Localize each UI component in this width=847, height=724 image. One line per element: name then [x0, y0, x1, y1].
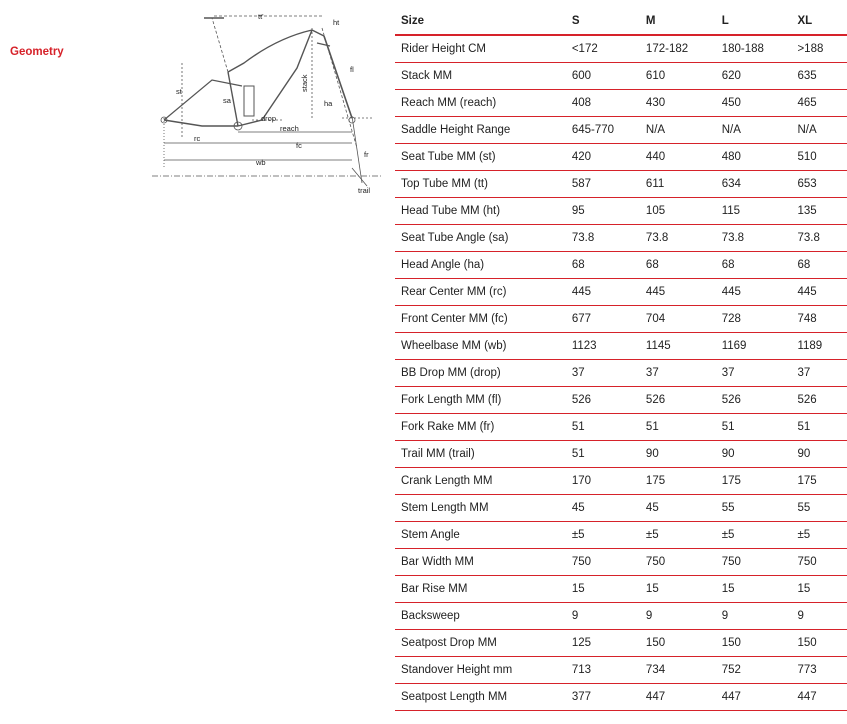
cell-label: Standover Height mm [395, 657, 566, 684]
table-row [395, 252, 847, 279]
table-row [395, 35, 847, 63]
table-row [395, 144, 847, 171]
cell-s: 408 [566, 90, 640, 117]
cell-s: 377 [566, 684, 640, 711]
cell-xl: 635 [791, 63, 847, 90]
table-row [395, 684, 847, 711]
cell-label: Crank Length MM [395, 468, 566, 495]
cell-xl: 55 [791, 495, 847, 522]
header-l: L [716, 8, 792, 35]
cell-xl: 90 [791, 441, 847, 468]
table-row [395, 279, 847, 306]
table-row [395, 495, 847, 522]
table-row [395, 657, 847, 684]
cell-xl: 447 [791, 684, 847, 711]
diagram-label-wb: wb [256, 158, 266, 167]
cell-label: Seat Tube Angle (sa) [395, 225, 566, 252]
cell-l: 450 [716, 90, 792, 117]
cell-l: 68 [716, 252, 792, 279]
cell-s: 73.8 [566, 225, 640, 252]
cell-l: 447 [716, 684, 792, 711]
header-m: M [640, 8, 716, 35]
cell-s: 600 [566, 63, 640, 90]
cell-label: Fork Length MM (fl) [395, 387, 566, 414]
table-row [395, 468, 847, 495]
cell-xl: ±5 [791, 522, 847, 549]
cell-m: 15 [640, 576, 716, 603]
table-row [395, 171, 847, 198]
cell-l: 750 [716, 549, 792, 576]
cell-s: 95 [566, 198, 640, 225]
table-body [395, 35, 847, 711]
cell-m: 150 [640, 630, 716, 657]
diagram-label-drop: drop [261, 114, 277, 123]
table-header-row [395, 8, 847, 35]
table-row [395, 387, 847, 414]
header-xl: XL [791, 8, 847, 35]
cell-l: ±5 [716, 522, 792, 549]
cell-label: Bar Width MM [395, 549, 566, 576]
cell-m: 73.8 [640, 225, 716, 252]
cell-l: 1169 [716, 333, 792, 360]
cell-s: 587 [566, 171, 640, 198]
cell-l: 90 [716, 441, 792, 468]
cell-l: 728 [716, 306, 792, 333]
table-row [395, 630, 847, 657]
table-row [395, 576, 847, 603]
cell-s: 677 [566, 306, 640, 333]
cell-s: 1123 [566, 333, 640, 360]
cell-m: 68 [640, 252, 716, 279]
cell-s: 9 [566, 603, 640, 630]
diagram-label-sa: sa [223, 96, 231, 105]
geometry-table [395, 8, 847, 711]
cell-m: 610 [640, 63, 716, 90]
cell-xl: 9 [791, 603, 847, 630]
table-row [395, 90, 847, 117]
cell-m: 611 [640, 171, 716, 198]
cell-label: Saddle Height Range [395, 117, 566, 144]
diagram-label-tt: tt' [258, 12, 264, 21]
cell-xl: 37 [791, 360, 847, 387]
cell-m: 105 [640, 198, 716, 225]
diagram-label-rc: rc [194, 134, 201, 143]
cell-m: 172-182 [640, 35, 716, 63]
table-row [395, 441, 847, 468]
cell-xl: 653 [791, 171, 847, 198]
diagram-label-fl: fl [350, 65, 354, 74]
cell-s: 37 [566, 360, 640, 387]
cell-l: 9 [716, 603, 792, 630]
table-row [395, 333, 847, 360]
cell-label: Backsweep [395, 603, 566, 630]
cell-xl: 748 [791, 306, 847, 333]
cell-m: 1145 [640, 333, 716, 360]
cell-xl: 465 [791, 90, 847, 117]
table-row [395, 63, 847, 90]
geometry-title: Geometry [10, 46, 64, 58]
cell-l: 634 [716, 171, 792, 198]
cell-label: Stack MM [395, 63, 566, 90]
table-row [395, 360, 847, 387]
cell-label: Bar Rise MM [395, 576, 566, 603]
cell-l: 445 [716, 279, 792, 306]
cell-label: Head Angle (ha) [395, 252, 566, 279]
cell-l: 480 [716, 144, 792, 171]
cell-m: 90 [640, 441, 716, 468]
table-row [395, 306, 847, 333]
table-row [395, 414, 847, 441]
diagram-label-trail: trail [358, 186, 371, 195]
cell-l: 752 [716, 657, 792, 684]
table-row [395, 603, 847, 630]
diagram-label-fc: fc [296, 141, 302, 150]
cell-s: 68 [566, 252, 640, 279]
cell-xl: >188 [791, 35, 847, 63]
cell-label: Seat Tube MM (st) [395, 144, 566, 171]
cell-l: 55 [716, 495, 792, 522]
cell-l: 620 [716, 63, 792, 90]
bike-geometry-diagram [152, 8, 384, 198]
cell-label: Seatpost Drop MM [395, 630, 566, 657]
diagram-label-stack: stack [300, 74, 309, 92]
cell-m: ±5 [640, 522, 716, 549]
cell-xl: 1189 [791, 333, 847, 360]
table-row [395, 117, 847, 144]
cell-s: 445 [566, 279, 640, 306]
cell-l: 115 [716, 198, 792, 225]
cell-l: 37 [716, 360, 792, 387]
cell-m: 37 [640, 360, 716, 387]
cell-xl: 445 [791, 279, 847, 306]
table-row [395, 198, 847, 225]
cell-m: 430 [640, 90, 716, 117]
cell-m: N/A [640, 117, 716, 144]
cell-label: Top Tube MM (tt) [395, 171, 566, 198]
cell-m: 45 [640, 495, 716, 522]
cell-m: 175 [640, 468, 716, 495]
cell-l: 150 [716, 630, 792, 657]
cell-l: 73.8 [716, 225, 792, 252]
diagram-label-ht: ht [333, 18, 340, 27]
diagram-label-reach: reach [280, 124, 299, 133]
cell-m: 51 [640, 414, 716, 441]
cell-s: 15 [566, 576, 640, 603]
cell-m: 445 [640, 279, 716, 306]
cell-m: 526 [640, 387, 716, 414]
cell-xl: 135 [791, 198, 847, 225]
cell-l: 175 [716, 468, 792, 495]
geometry-diagram-svg [152, 8, 384, 198]
cell-l: 526 [716, 387, 792, 414]
header-size: Size [395, 8, 566, 35]
cell-label: Fork Rake MM (fr) [395, 414, 566, 441]
cell-l: 180-188 [716, 35, 792, 63]
cell-label: Trail MM (trail) [395, 441, 566, 468]
cell-xl: N/A [791, 117, 847, 144]
cell-l: 51 [716, 414, 792, 441]
diagram-label-st: st [176, 87, 182, 96]
cell-m: 440 [640, 144, 716, 171]
cell-label: Seatpost Length MM [395, 684, 566, 711]
cell-m: 750 [640, 549, 716, 576]
cell-xl: 510 [791, 144, 847, 171]
cell-m: 9 [640, 603, 716, 630]
cell-m: 447 [640, 684, 716, 711]
diagram-label-fr: fr [364, 150, 369, 159]
cell-label: Head Tube MM (ht) [395, 198, 566, 225]
header-s: S [566, 8, 640, 35]
cell-label: Stem Length MM [395, 495, 566, 522]
cell-label: Rider Height CM [395, 35, 566, 63]
cell-xl: 773 [791, 657, 847, 684]
cell-label: Wheelbase MM (wb) [395, 333, 566, 360]
cell-xl: 51 [791, 414, 847, 441]
cell-s: 645-770 [566, 117, 640, 144]
cell-s: <172 [566, 35, 640, 63]
cell-xl: 68 [791, 252, 847, 279]
cell-l: N/A [716, 117, 792, 144]
cell-xl: 750 [791, 549, 847, 576]
cell-s: 170 [566, 468, 640, 495]
cell-s: 750 [566, 549, 640, 576]
cell-m: 734 [640, 657, 716, 684]
table-row [395, 549, 847, 576]
cell-s: 45 [566, 495, 640, 522]
cell-label: Front Center MM (fc) [395, 306, 566, 333]
cell-label: Stem Angle [395, 522, 566, 549]
table-row [395, 225, 847, 252]
cell-xl: 15 [791, 576, 847, 603]
cell-s: 51 [566, 414, 640, 441]
cell-s: 526 [566, 387, 640, 414]
cell-label: Reach MM (reach) [395, 90, 566, 117]
cell-s: ±5 [566, 522, 640, 549]
cell-label: BB Drop MM (drop) [395, 360, 566, 387]
cell-s: 713 [566, 657, 640, 684]
cell-s: 125 [566, 630, 640, 657]
table-row [395, 522, 847, 549]
cell-xl: 526 [791, 387, 847, 414]
cell-s: 420 [566, 144, 640, 171]
diagram-label-ha: ha [324, 99, 333, 108]
cell-m: 704 [640, 306, 716, 333]
cell-xl: 150 [791, 630, 847, 657]
cell-l: 15 [716, 576, 792, 603]
cell-s: 51 [566, 441, 640, 468]
cell-xl: 73.8 [791, 225, 847, 252]
cell-xl: 175 [791, 468, 847, 495]
cell-label: Rear Center MM (rc) [395, 279, 566, 306]
